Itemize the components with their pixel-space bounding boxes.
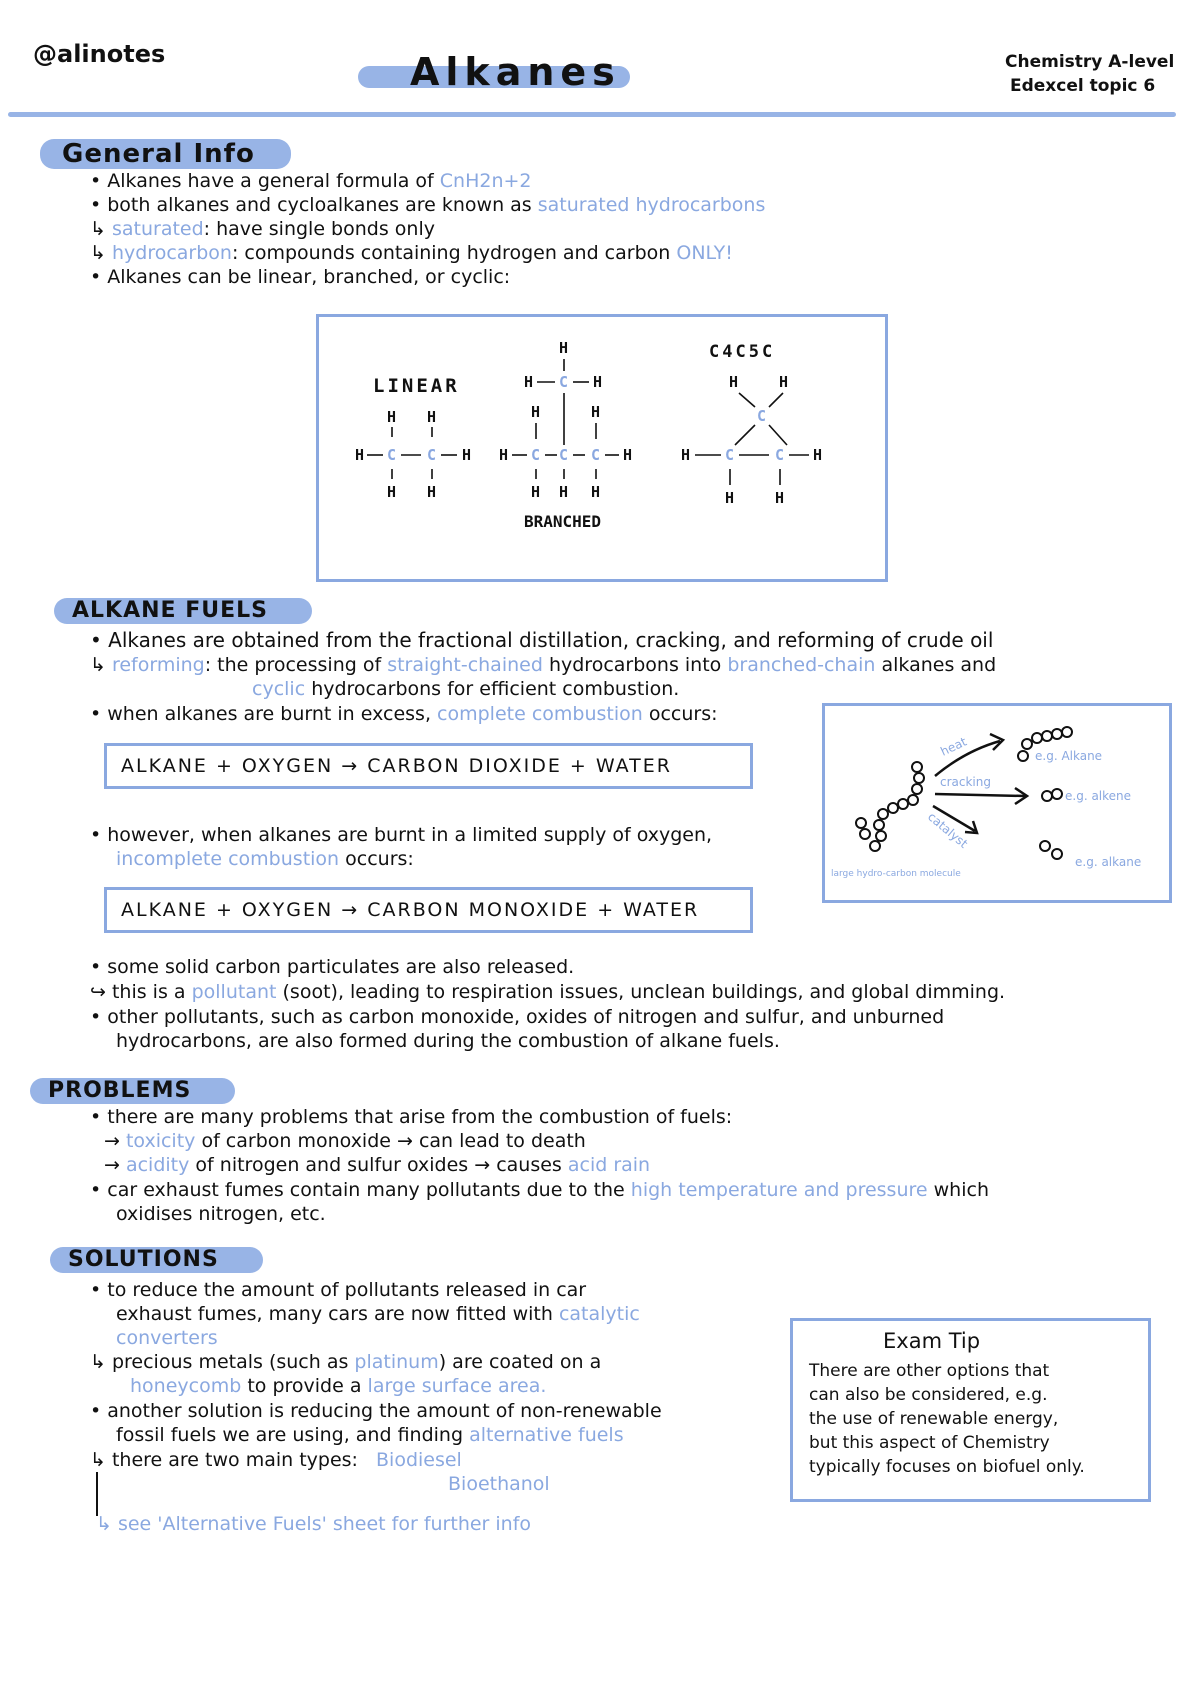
fuel-type-1: Biodiesel [376, 1449, 462, 1471]
large-molecule-label: large hydro-carbon molecule [831, 869, 961, 879]
atom-h: H [681, 446, 691, 464]
text: this is a [111, 981, 186, 1003]
term: saturated [111, 218, 204, 240]
cyclic-note: C4C5C [709, 342, 776, 362]
section-heading-solutions [50, 1247, 263, 1273]
exam-tip-line-1: There are other options that [809, 1361, 1050, 1381]
heat-label: heat [938, 734, 969, 759]
atom-h: H [559, 339, 569, 357]
solutions-line-7 [116, 1423, 624, 1447]
formula: CnH2n+2 [439, 170, 532, 192]
term: platinum [354, 1351, 439, 1373]
exam-tip-title: Exam Tip [883, 1329, 981, 1353]
atom-h: H [591, 483, 601, 501]
fuels-line-7: • some solid carbon particulates are also released. [90, 956, 575, 978]
text: hydrocarbons into [548, 654, 722, 676]
problems-heading-text: PROBLEMS [48, 1078, 192, 1103]
fuels-line-4: • when alkanes are burnt in excess, complete combustion occurs: [90, 703, 718, 725]
complete-combustion-equation: ALKANE + OXYGEN → CARBON DIOXIDE + WATER [104, 743, 753, 789]
text: : compounds containing hydrogen and carbon [231, 242, 671, 264]
exam-tip-line-5: typically focuses on biofuel only. [809, 1457, 1085, 1477]
atom-c: C [591, 446, 601, 464]
atom-h: H [591, 403, 601, 421]
incomplete-combustion-equation: ALKANE + OXYGEN → CARBON MONOXIDE + WATER [104, 887, 753, 933]
problems-line-5 [116, 1202, 326, 1226]
atom-h: H [779, 373, 789, 391]
text: Alkanes are obtained from the fractional distillation, cracking, and reforming of crude oil [108, 628, 994, 652]
fuels-line-3 [252, 677, 679, 701]
cracking-diagram [825, 706, 1169, 900]
text: oxidises nitrogen, etc. [116, 1203, 326, 1225]
fuels-line-6 [116, 847, 414, 871]
text: (soot), leading to respiration issues, unclean buildings, and global dimming. [282, 981, 1006, 1003]
section-heading-problems [30, 1078, 235, 1104]
fuels-line-8: ↪ this is a pollutant (soot), leading to respiration issues, unclean buildings, and global dimming. [90, 981, 1006, 1003]
cracking-diagram-box [822, 703, 1172, 903]
section-heading-general [40, 139, 291, 169]
general-line-5: • Alkanes can be linear, branched, or cyclic: [90, 266, 511, 288]
text: both alkanes and cycloalkanes are known as [107, 194, 532, 216]
term: high temperature and pressure [630, 1179, 928, 1201]
topic-label: Edexcel topic 6 [1010, 76, 1156, 96]
term: honeycomb [130, 1375, 242, 1397]
product-2-label: e.g. alkene [1065, 789, 1132, 803]
fuels-line-2: ↳ reforming: the processing of straight-chained hydrocarbons into branched-chain alkanes and [90, 654, 997, 676]
atom-h: H [531, 483, 541, 501]
atom-c: C [531, 446, 541, 464]
author-handle: @alinotes [33, 40, 166, 68]
atom-h: H [387, 408, 397, 426]
text: there are two main types: [111, 1449, 358, 1471]
text: occurs: [648, 703, 718, 725]
term: catalytic [558, 1303, 640, 1325]
page-title: Alkanes [410, 50, 621, 94]
term: converters [116, 1327, 218, 1349]
general-heading-text: General Info [62, 139, 255, 169]
problems-line-3: → acidity of nitrogen and sulfur oxides → causes acid rain [104, 1154, 651, 1176]
text: there are many problems that arise from the combustion of fuels: [107, 1106, 733, 1128]
general-line-1: • Alkanes have a general formula of CnH2n+2 [90, 170, 532, 192]
text: to reduce the amount of pollutants released in car [107, 1279, 587, 1301]
text: occurs: [345, 848, 414, 870]
atom-c: C [559, 446, 569, 464]
text: fossil fuels we are using, and finding [116, 1424, 464, 1446]
text: to provide a [247, 1375, 362, 1397]
term: complete combustion [437, 703, 643, 725]
term: incomplete combustion [116, 848, 340, 870]
atom-c: C [387, 446, 397, 464]
structures-diagram [319, 317, 885, 579]
text: Alkanes can be linear, branched, or cyclic: [107, 266, 511, 288]
atom-h: H [427, 483, 437, 501]
fuel-type-2: Bioethanol [448, 1473, 550, 1495]
header-divider [8, 112, 1176, 117]
atom-h: H [813, 446, 823, 464]
text: Alkanes have a general formula of [107, 170, 434, 192]
atom-h: H [559, 483, 569, 501]
term: hydrocarbon [111, 242, 232, 264]
atom-h: H [623, 446, 633, 464]
solutions-line-6: • another solution is reducing the amount of non-renewable [90, 1400, 662, 1422]
text: : have single bonds only [203, 218, 435, 240]
atom-h: H [775, 489, 785, 507]
term: alternative fuels [469, 1424, 624, 1446]
solutions-line-4: ↳ precious metals (such as platinum) are coated on a [90, 1351, 602, 1373]
term: ONLY! [676, 242, 733, 264]
text: car exhaust fumes contain many pollutants due to the [107, 1179, 625, 1201]
problems-line-2: → toxicity of carbon monoxide → can lead to death [104, 1130, 586, 1152]
see-arrow-line [96, 1472, 98, 1516]
text: another solution is reducing the amount of non-renewable [107, 1400, 662, 1422]
text: alkanes and [881, 654, 997, 676]
exam-tip-line-4: but this aspect of Chemistry [809, 1433, 1050, 1453]
general-line-2: • both alkanes and cycloalkanes are known as saturated hydrocarbons [90, 194, 766, 216]
solutions-line-8: ↳ there are two main types: Biodiesel [90, 1449, 462, 1471]
fuels-line-9: • other pollutants, such as carbon monoxide, oxides of nitrogen and sulfur, and unburned [90, 1006, 945, 1028]
atom-h: H [427, 408, 437, 426]
solutions-line-5 [130, 1374, 546, 1398]
exam-tip-line-2: can also be considered, e.g. [809, 1385, 1048, 1405]
term: saturated hydrocarbons [537, 194, 766, 216]
atom-h: H [499, 446, 509, 464]
atom-c: C [725, 446, 735, 464]
text: precious metals (such as [111, 1351, 349, 1373]
term: toxicity [125, 1130, 196, 1152]
text: hydrocarbons, are also formed during the combustion of alkane fuels. [116, 1030, 780, 1052]
atom-h: H [387, 483, 397, 501]
atom-c: C [427, 446, 437, 464]
product-3-label: e.g. alkane [1075, 855, 1142, 869]
term: large surface area. [367, 1375, 547, 1397]
section-heading-fuels [54, 598, 312, 624]
catalyst-label: catalyst [925, 809, 971, 851]
term: acid rain [567, 1154, 651, 1176]
structures-box [316, 314, 888, 582]
text: when alkanes are burnt in excess, [107, 703, 431, 725]
text: of carbon monoxide → can lead to death [201, 1130, 586, 1152]
text: see 'Alternative Fuels' sheet for further info [117, 1513, 532, 1535]
text: other pollutants, such as carbon monoxide, oxides of nitrogen and sulfur, and unburned [107, 1006, 945, 1028]
general-line-4: ↳ hydrocarbon: compounds containing hydrogen and carbon ONLY! [90, 242, 733, 264]
cracking-label: cracking [940, 775, 991, 789]
atom-h: H [524, 373, 534, 391]
problems-line-4: • car exhaust fumes contain many pollutants due to the high temperature and pressure which [90, 1179, 989, 1201]
text: ) are coated on a [438, 1351, 602, 1373]
term: reforming [111, 654, 205, 676]
linear-label: LINEAR [373, 375, 460, 397]
term: acidity [125, 1154, 190, 1176]
product-1-label: e.g. Alkane [1035, 749, 1103, 763]
atom-c: C [559, 373, 569, 391]
term: straight-chained [387, 654, 543, 676]
text: some solid carbon particulates are also released. [107, 956, 575, 978]
atom-c: C [775, 446, 785, 464]
term: pollutant [191, 981, 277, 1003]
text: : the processing of [204, 654, 382, 676]
text: however, when alkanes are burnt in a limited supply of oxygen, [107, 824, 713, 846]
course-label: Chemistry A-level [1005, 52, 1175, 72]
solutions-heading-text: SOLUTIONS [68, 1247, 219, 1272]
exam-tip-box [790, 1318, 1151, 1502]
branched-label: BRANCHED [524, 512, 602, 531]
atom-h: H [355, 446, 365, 464]
text: of nitrogen and sulfur oxides → causes [195, 1154, 562, 1176]
solutions-line-3 [116, 1326, 218, 1350]
text: which [933, 1179, 989, 1201]
solutions-line-2 [116, 1302, 640, 1326]
term: cyclic [252, 678, 306, 700]
fuels-line-5: • however, when alkanes are burnt in a limited supply of oxygen, [90, 824, 713, 846]
atom-c: C [757, 407, 767, 425]
text: hydrocarbons for efficient combustion. [311, 678, 680, 700]
solutions-line-1: • to reduce the amount of pollutants released in car [90, 1279, 587, 1301]
atom-h: H [531, 403, 541, 421]
general-line-3: ↳ saturated: have single bonds only [90, 218, 435, 240]
fuels-line-10 [116, 1029, 780, 1053]
see-more-link[interactable]: ↳ see 'Alternative Fuels' sheet for further info [96, 1513, 532, 1535]
problems-line-1: • there are many problems that arise from the combustion of fuels: [90, 1106, 733, 1128]
text: exhaust fumes, many cars are now fitted with [116, 1303, 553, 1325]
atom-h: H [729, 373, 739, 391]
exam-tip-line-3: the use of renewable energy, [809, 1409, 1059, 1429]
fuels-heading-text: ALKANE FUELS [72, 598, 269, 623]
atom-h: H [725, 489, 735, 507]
term: branched-chain [727, 654, 876, 676]
atom-h: H [462, 446, 472, 464]
atom-h: H [593, 373, 603, 391]
fuels-line-1: • Alkanes are obtained from the fractional distillation, cracking, and reforming of crude oil [90, 628, 994, 652]
